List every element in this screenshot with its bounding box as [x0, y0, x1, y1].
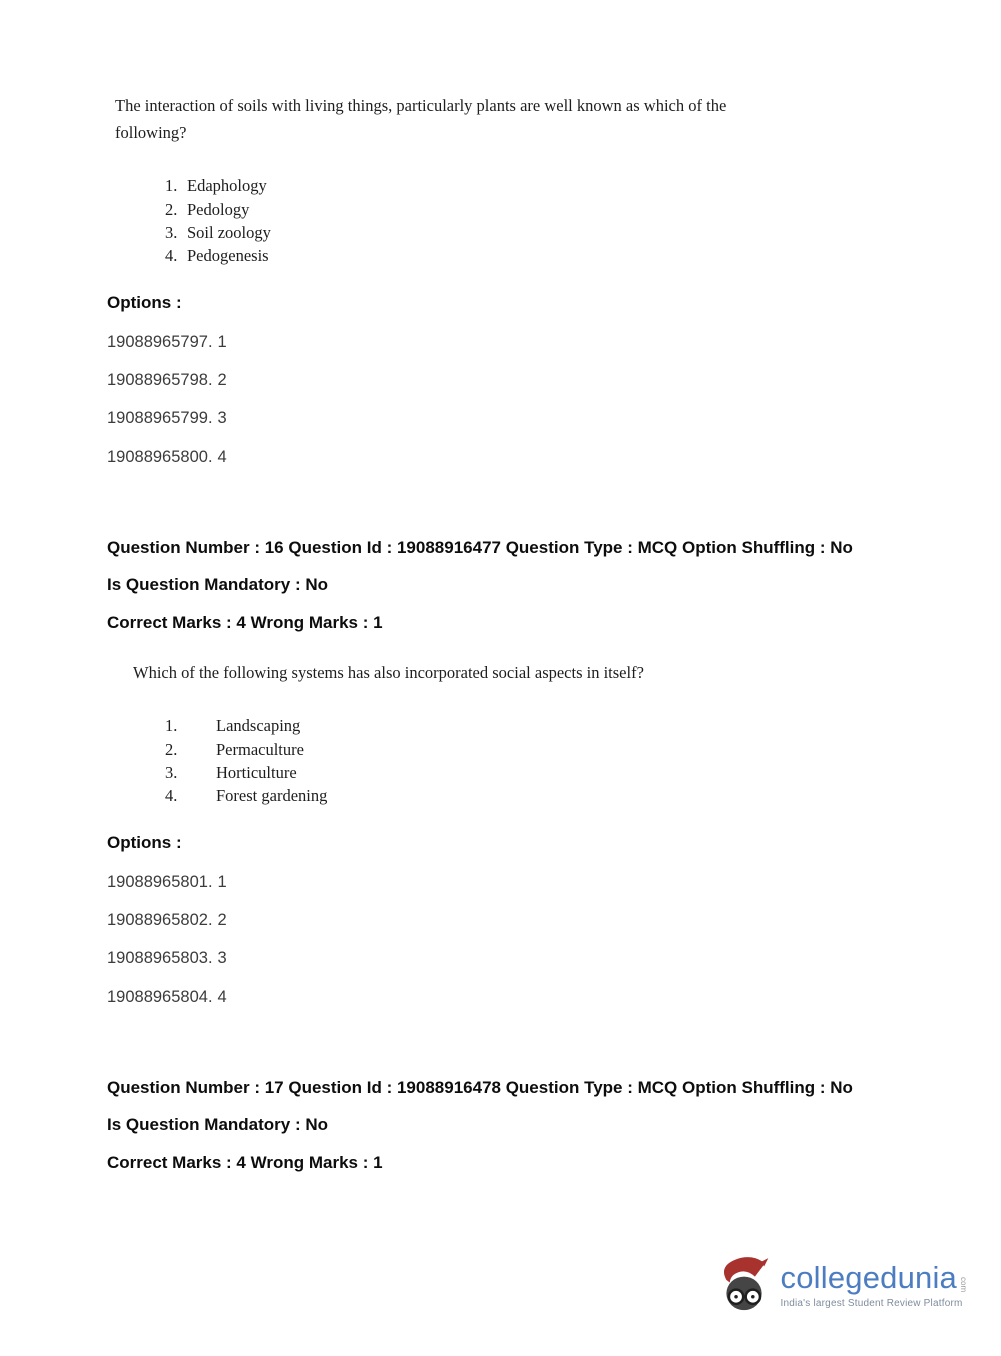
- choice-label: Pedogenesis: [187, 245, 269, 265]
- choice-item: [165, 714, 931, 737]
- option-line: [107, 989, 931, 1006]
- option-line: [107, 334, 931, 351]
- logo-text-wrap: [780, 1259, 968, 1309]
- question-17-block: [107, 1078, 931, 1173]
- question-16-block: [107, 538, 931, 1006]
- choice-item: [165, 761, 931, 784]
- brand-name: collegedunia: [780, 1259, 957, 1295]
- option-value: 4: [217, 447, 227, 466]
- option-id: 19088965800.: [107, 447, 213, 466]
- choice-label: Landscaping: [216, 716, 301, 736]
- choice-item: [165, 244, 931, 267]
- question-marks-line: Correct Marks : 4 Wrong Marks : 1: [107, 612, 383, 632]
- choice-item: [165, 738, 931, 761]
- choice-number: 3.: [165, 762, 178, 782]
- option-line: [107, 912, 931, 929]
- question-text: Which of the following systems has also incorporated social aspects in itself?: [133, 663, 644, 683]
- option-line: [107, 950, 931, 967]
- choice-label: Edaphology: [187, 176, 267, 196]
- collegedunia-logo: [718, 1256, 968, 1314]
- question-16-header: [107, 538, 931, 633]
- option-value: 1: [217, 332, 227, 351]
- question-meta-line: Question Number : 17 Question Id : 19088916478 Question Type : MCQ Option Shuffling : No: [107, 1078, 853, 1098]
- option-id: 19088965797.: [107, 332, 213, 351]
- option-line: [107, 372, 931, 389]
- choice-number: 1.: [165, 176, 178, 196]
- choice-number: 4.: [165, 245, 178, 265]
- question-17-header: [107, 1078, 931, 1173]
- option-value: 2: [217, 911, 227, 930]
- choice-item: [165, 784, 931, 807]
- question-meta-line: Question Number : 16 Question Id : 19088916477 Question Type : MCQ Option Shuffling : No: [107, 538, 853, 558]
- option-id: 19088965799.: [107, 409, 213, 428]
- choice-label: Pedology: [187, 199, 250, 219]
- option-line: [107, 449, 931, 466]
- choice-label: Permaculture: [216, 739, 304, 759]
- option-value: 3: [217, 949, 227, 968]
- option-value: 2: [217, 371, 227, 390]
- choice-number: 1.: [165, 716, 178, 736]
- question-marks-line: Correct Marks : 4 Wrong Marks : 1: [107, 1152, 383, 1172]
- choice-list: [165, 174, 931, 266]
- option-line: [107, 874, 931, 891]
- question-16-body: [107, 659, 931, 1006]
- option-id: 19088965801.: [107, 872, 213, 891]
- question-mandatory-line: Is Question Mandatory : No: [107, 575, 329, 595]
- choice-item: [165, 174, 931, 197]
- option-id: 19088965798.: [107, 371, 213, 390]
- choice-item: [165, 221, 931, 244]
- option-value: 3: [217, 409, 227, 428]
- choice-label: Forest gardening: [216, 785, 328, 805]
- options-label: Options :: [107, 832, 182, 852]
- choice-list: [165, 714, 931, 806]
- brand-tagline: India's largest Student Review Platform: [780, 1297, 963, 1309]
- brand-row: [780, 1259, 968, 1295]
- choice-number: 3.: [165, 222, 178, 242]
- option-line: [107, 410, 931, 427]
- option-value: 4: [217, 987, 227, 1006]
- choice-number: 2.: [165, 199, 178, 219]
- question-mandatory-line: Is Question Mandatory : No: [107, 1115, 329, 1135]
- question-text: The interaction of soils with living things, particularly plants are well known as which of the following?: [115, 96, 727, 143]
- question-15-block: [107, 92, 931, 466]
- choice-number: 2.: [165, 739, 178, 759]
- options-label: Options :: [107, 292, 182, 312]
- option-id: 19088965803.: [107, 949, 213, 968]
- brand-suffix: com: [959, 1277, 968, 1293]
- choice-item: [165, 198, 931, 221]
- collegedunia-mascot-icon: [718, 1256, 770, 1314]
- option-id: 19088965802.: [107, 911, 213, 930]
- choice-number: 4.: [165, 785, 178, 805]
- option-value: 1: [217, 872, 227, 891]
- choice-label: Horticulture: [216, 762, 297, 782]
- choice-label: Soil zoology: [187, 222, 271, 242]
- option-id: 19088965804.: [107, 987, 213, 1006]
